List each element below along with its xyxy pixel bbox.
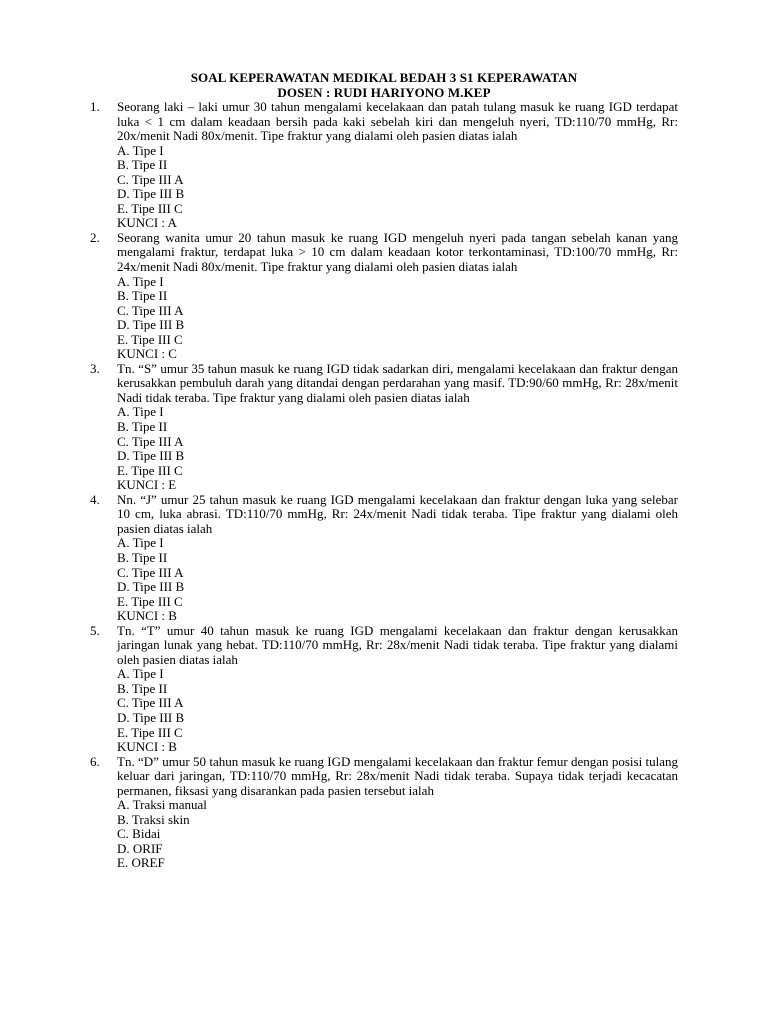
answer-option: C. Tipe III A	[117, 433, 184, 449]
answer-option: A. Tipe I	[117, 666, 164, 682]
answer-options	[117, 536, 678, 609]
answer-key: KUNCI : E	[117, 477, 177, 493]
answer-option: A. Tipe I	[117, 142, 164, 158]
question-item	[90, 624, 678, 755]
question-item	[90, 362, 678, 493]
question-text: Nn. “J” umur 25 tahun masuk ke ruang IGD mengalami kecelakaan dan fraktur dengan luka yang selebar 10 cm, luka abrasi. TD:110/70 mmHg, Rr: 24x/menit Nadi tidak teraba. Tipe fraktur yang dialami oleh pasien diatas ialah	[117, 491, 678, 536]
answer-option: C. Tipe III A	[117, 171, 184, 187]
answer-option: D. Tipe III B	[117, 448, 185, 464]
answer-option: E. Tipe III C	[117, 724, 183, 740]
answer-options	[117, 667, 678, 740]
answer-key: KUNCI : B	[117, 608, 177, 624]
answer-key: KUNCI : C	[117, 346, 177, 362]
answer-option: D. Tipe III B	[117, 317, 185, 333]
question-number: 3.	[90, 360, 100, 376]
answer-options	[117, 405, 678, 478]
question-number: 6.	[90, 753, 100, 769]
answer-option: A. Tipe I	[117, 404, 164, 420]
answer-key: KUNCI : B	[117, 739, 177, 755]
answer-option: B. Tipe II	[117, 288, 168, 304]
answer-option: E. OREF	[117, 855, 165, 871]
answer-option: B. Tipe II	[117, 419, 168, 435]
question-item	[90, 100, 678, 231]
question-item	[90, 231, 678, 362]
answer-option: B. Tipe II	[117, 680, 168, 696]
answer-key: KUNCI : A	[117, 215, 177, 231]
answer-option: D. Tipe III B	[117, 709, 185, 725]
answer-options	[117, 144, 678, 217]
answer-option: B. Tipe II	[117, 549, 168, 565]
answer-option: C. Tipe III A	[117, 302, 184, 318]
answer-option: A. Tipe I	[117, 535, 164, 551]
answer-options	[117, 798, 678, 871]
answer-option: D. ORIF	[117, 840, 163, 856]
answer-option: D. Tipe III B	[117, 186, 185, 202]
answer-option: E. Tipe III C	[117, 331, 183, 347]
question-text: Tn. “S” umur 35 tahun masuk ke ruang IGD tidak sadarkan diri, mengalami kecelakaan dan fraktur dengan kerusakkan pembuluh darah yang ditandai dengan perdarahan yang masif. TD:90/60 mmHg, Rr: 28x/menit Nadi tidak teraba. Tipe fraktur yang dialami oleh pasien diatas ialah	[117, 360, 678, 405]
answer-option: E. Tipe III C	[117, 593, 183, 609]
question-text: Tn. “T” umur 40 tahun masuk ke ruang IGD mengalami kecelakaan dan fraktur dengan kerusakkan jaringan lunak yang hebat. TD:110/70 mmHg, Rr: 28x/menit Nadi tidak teraba. Tipe fraktur yang dialami oleh pasien diatas ialah	[117, 622, 678, 667]
lecturer-line: DOSEN : RUDI HARIYONO M.KEP	[277, 85, 491, 100]
question-number: 1.	[90, 99, 100, 114]
answer-options	[117, 275, 678, 348]
question-number: 2.	[90, 229, 100, 245]
answer-option: C. Tipe III A	[117, 695, 184, 711]
question-list	[90, 100, 678, 871]
question-text: Seorang wanita umur 20 tahun masuk ke ruang IGD mengeluh nyeri pada tangan sebelah kanan yang mengalami fraktur, terdapat luka > 10 cm dalam keadaan kotor terkontaminasi, TD:100/70 mmHg, Rr: 24x/menit Nadi 80x/menit. Tipe fraktur yang dialami oleh pasien diatas ialah	[117, 229, 678, 275]
question-item	[90, 493, 678, 624]
answer-option: C. Bidai	[117, 826, 161, 842]
question-item	[90, 755, 678, 871]
answer-option: B. Tipe II	[117, 157, 168, 173]
document-title: SOAL KEPERAWATAN MEDIKAL BEDAH 3 S1 KEPERAWATAN	[190, 70, 578, 85]
answer-option: A. Traksi manual	[117, 797, 207, 813]
answer-option: D. Tipe III B	[117, 579, 185, 595]
answer-option: C. Tipe III A	[117, 564, 184, 580]
question-text: Seorang laki – laki umur 30 tahun mengalami kecelakaan dan patah tulang masuk ke ruang IGD terdapat luka < 1 cm dalam keadaan bersih pada kaki sebelah kiri dan mengeluh nyeri, TD:110/70 mmHg, Rr: 20x/menit Nadi 80x/menit. Tipe fraktur yang dialami oleh pasien diatas ialah	[117, 99, 678, 144]
answer-option: E. Tipe III C	[117, 462, 183, 478]
answer-option: A. Tipe I	[117, 273, 164, 289]
question-number: 5.	[90, 622, 100, 638]
question-number: 4.	[90, 491, 100, 507]
answer-option: E. Tipe III C	[117, 200, 183, 216]
answer-option: B. Traksi skin	[117, 811, 190, 827]
question-text: Tn. “D” umur 50 tahun masuk ke ruang IGD mengalami kecelakaan dan fraktur femur dengan posisi tulang keluar dari jaringan, TD:110/70 mmHg, Rr: 28x/menit Nadi tidak teraba. Supaya tidak terjadi kecacatan permanen, fiksasi yang disarankan pada pasien tersebut ialah	[117, 753, 678, 798]
